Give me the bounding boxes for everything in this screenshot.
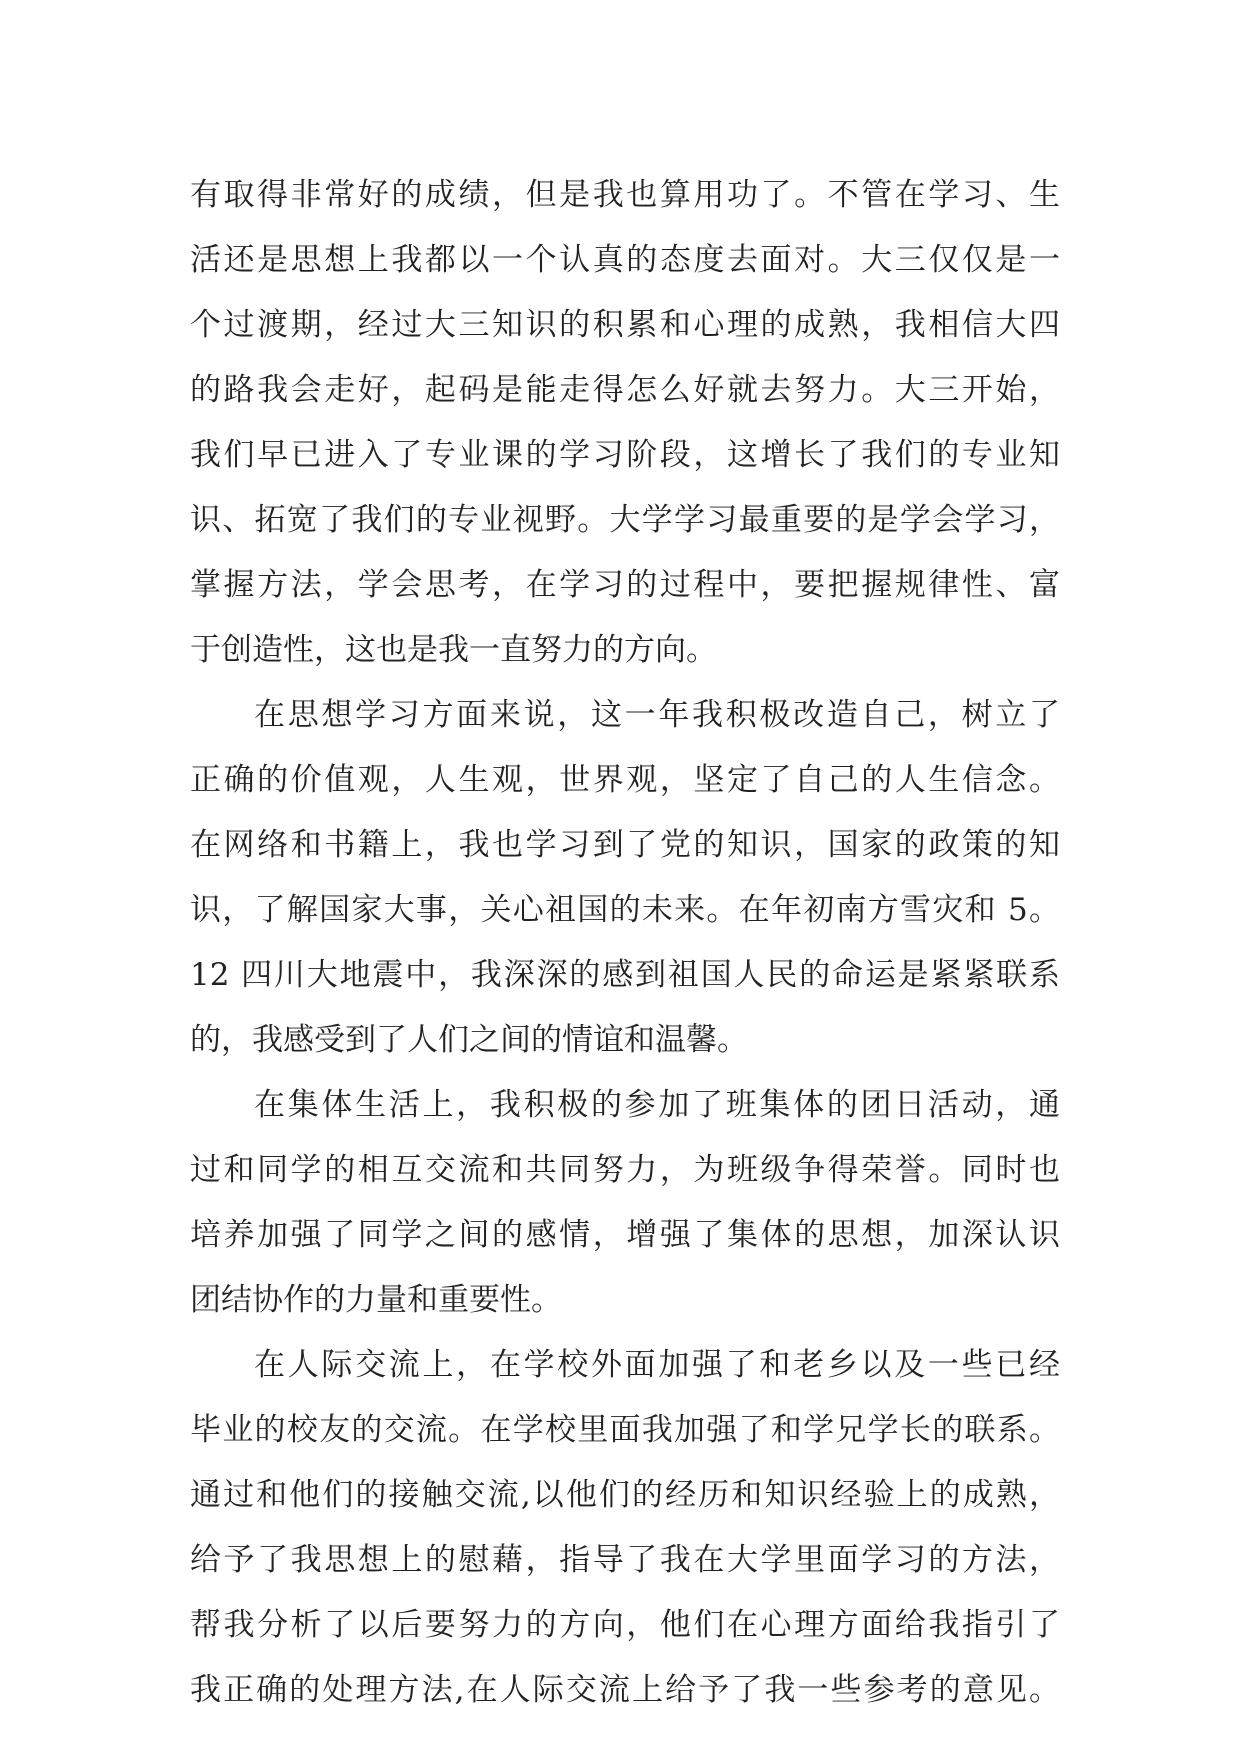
text-line: 我正确的处理方法,在人际交流上给予了我一些参考的意见。	[190, 1672, 1060, 1708]
paragraph-first-line: 在人际交流上，在学校外面加强了和老乡以及一些已经	[254, 1347, 1060, 1383]
text-line: 个过渡期，经过大三知识的积累和心理的成熟，我相信大四	[190, 307, 1060, 343]
text-line: 的，我感受到了人们之间的情谊和温馨。	[190, 1022, 748, 1058]
text-line: 通过和他们的接触交流,以他们的经历和知识经验上的成熟，	[190, 1477, 1060, 1513]
text-line: 毕业的校友的交流。在学校里面我加强了和学兄学长的联系。	[190, 1412, 1060, 1448]
text-line: 的路我会走好，起码是能走得怎么好就去努力。大三开始，	[190, 372, 1060, 408]
text-line: 培养加强了同学之间的感情，增强了集体的思想，加深认识	[190, 1217, 1060, 1253]
text-line: 帮我分析了以后要努力的方向，他们在心理方面给我指引了	[190, 1607, 1060, 1643]
text-line: 识、拓宽了我们的专业视野。大学学习最重要的是学会学习，	[190, 502, 1060, 538]
text-line: 有取得非常好的成绩，但是我也算用功了。不管在学习、生	[190, 177, 1060, 213]
paragraph-first-line: 在集体生活上，我积极的参加了班集体的团日活动，通	[254, 1087, 1060, 1123]
text-line: 给予了我思想上的慰藉，指导了我在大学里面学习的方法，	[190, 1542, 1060, 1578]
text-line: 过和同学的相互交流和共同努力，为班级争得荣誉。同时也	[190, 1152, 1060, 1188]
text-line: 掌握方法，学会思考，在学习的过程中，要把握规律性、富	[190, 567, 1060, 603]
text-line: 活还是思想上我都以一个认真的态度去面对。大三仅仅是一	[190, 242, 1060, 278]
text-line: 12 四川大地震中，我深深的感到祖国人民的命运是紧紧联系	[190, 957, 1060, 993]
document-body	[190, 163, 1070, 1723]
text-line: 识，了解国家大事，关心祖国的未来。在年初南方雪灾和 5。	[190, 892, 1060, 928]
text-line: 我们早已进入了专业课的学习阶段，这增长了我们的专业知	[190, 437, 1060, 473]
text-line: 于创造性，这也是我一直努力的方向。	[190, 632, 717, 668]
text-line: 正确的价值观，人生观，世界观，坚定了自己的人生信念。	[190, 762, 1060, 798]
text-line: 在网络和书籍上，我也学习到了党的知识，国家的政策的知	[190, 827, 1060, 863]
paragraph-first-line: 在思想学习方面来说，这一年我积极改造自己，树立了	[254, 697, 1060, 733]
text-line: 团结协作的力量和重要性。	[190, 1282, 562, 1318]
